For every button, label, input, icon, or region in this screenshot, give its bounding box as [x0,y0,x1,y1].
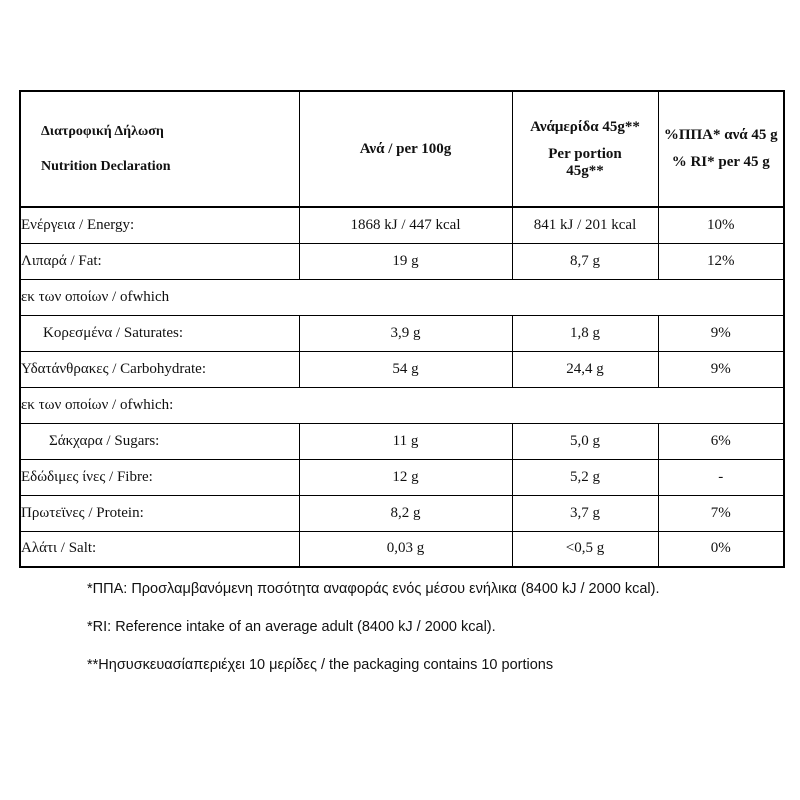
header-portion-english: Per portion 45g** [548,145,622,179]
row-label: Υδατάνθρακες / Carbohydrate: [20,351,299,387]
table-row-sugars [20,423,784,459]
table-row-of-which-carb [20,387,784,423]
header-ri-greek: %ΠΠΑ* ανά 45 g [663,127,778,143]
portion-value: 5,2 g [512,459,658,495]
table-row-saturates [20,315,784,351]
portion-value: <0,5 g [512,531,658,567]
portion-value: 1,8 g [512,315,658,351]
row-label: Ενέργεια / Energy: [20,207,299,243]
header-ri-english: % RI* per 45 g [671,154,770,170]
portion-value: 3,7 g [512,495,658,531]
table-header-row [20,91,784,207]
per100-value: 12 g [299,459,512,495]
per100-value: 1868 kJ / 447 kcal [299,207,512,243]
ri-value: 6% [658,423,784,459]
header-per100-label: Ανά / per 100g [359,140,452,157]
header-title-english: Nutrition Declaration [41,159,171,174]
footnote-ppa: *ΠΠΑ: Προσλαμβανόμενη ποσότητα αναφοράς ενός μέσου ενήλικα (8400 kJ / 2000 kcal). [87,581,660,597]
footnote-portions: **Ηησυσκευασίαπεριέχει 10 μερίδες / the packaging contains 10 portions [87,657,554,673]
table-row-protein [20,495,784,531]
row-label-subheading: εκ των οποίων / ofwhich [20,279,784,315]
header-label-cell [20,91,299,207]
table-row-fat [20,243,784,279]
portion-value: 5,0 g [512,423,658,459]
portion-value: 841 kJ / 201 kcal [512,207,658,243]
table-row-carbohydrate [20,351,784,387]
ri-value: 7% [658,495,784,531]
ri-value: 0% [658,531,784,567]
per100-value: 8,2 g [299,495,512,531]
portion-value: 8,7 g [512,243,658,279]
footnote-ri: *RI: Reference intake of an average adult (8400 kJ / 2000 kcal). [87,619,496,635]
table-row-fibre [20,459,784,495]
ri-value: 9% [658,351,784,387]
header-per100-cell [299,91,512,207]
per100-value: 0,03 g [299,531,512,567]
header-title-greek: Διατροφική Δήλωση [41,124,164,139]
row-label: Εδώδιμες ίνες / Fibre: [20,459,299,495]
per100-value: 11 g [299,423,512,459]
per100-value: 3,9 g [299,315,512,351]
row-label-subheading: εκ των οποίων / ofwhich: [20,387,784,423]
footnotes [87,578,727,692]
row-label: Πρωτεϊνες / Protein: [20,495,299,531]
ri-value: 10% [658,207,784,243]
ri-value: 9% [658,315,784,351]
row-label: Σάκχαρα / Sugars: [20,423,299,459]
table-row-salt [20,531,784,567]
table-row-energy [20,207,784,243]
per100-value: 19 g [299,243,512,279]
header-portion-cell [512,91,658,207]
row-label: Λιπαρά / Fat: [20,243,299,279]
portion-value: 24,4 g [512,351,658,387]
row-label: Κορεσμένα / Saturates: [20,315,299,351]
per100-value: 54 g [299,351,512,387]
header-portion-greek: Ανάμερίδα 45g** [530,118,640,135]
row-label: Αλάτι / Salt: [20,531,299,567]
header-ri-cell [658,91,784,207]
ri-value: 12% [658,243,784,279]
table-row-of-which-fat [20,279,784,315]
nutrition-table [19,90,785,568]
ri-value: - [658,459,784,495]
